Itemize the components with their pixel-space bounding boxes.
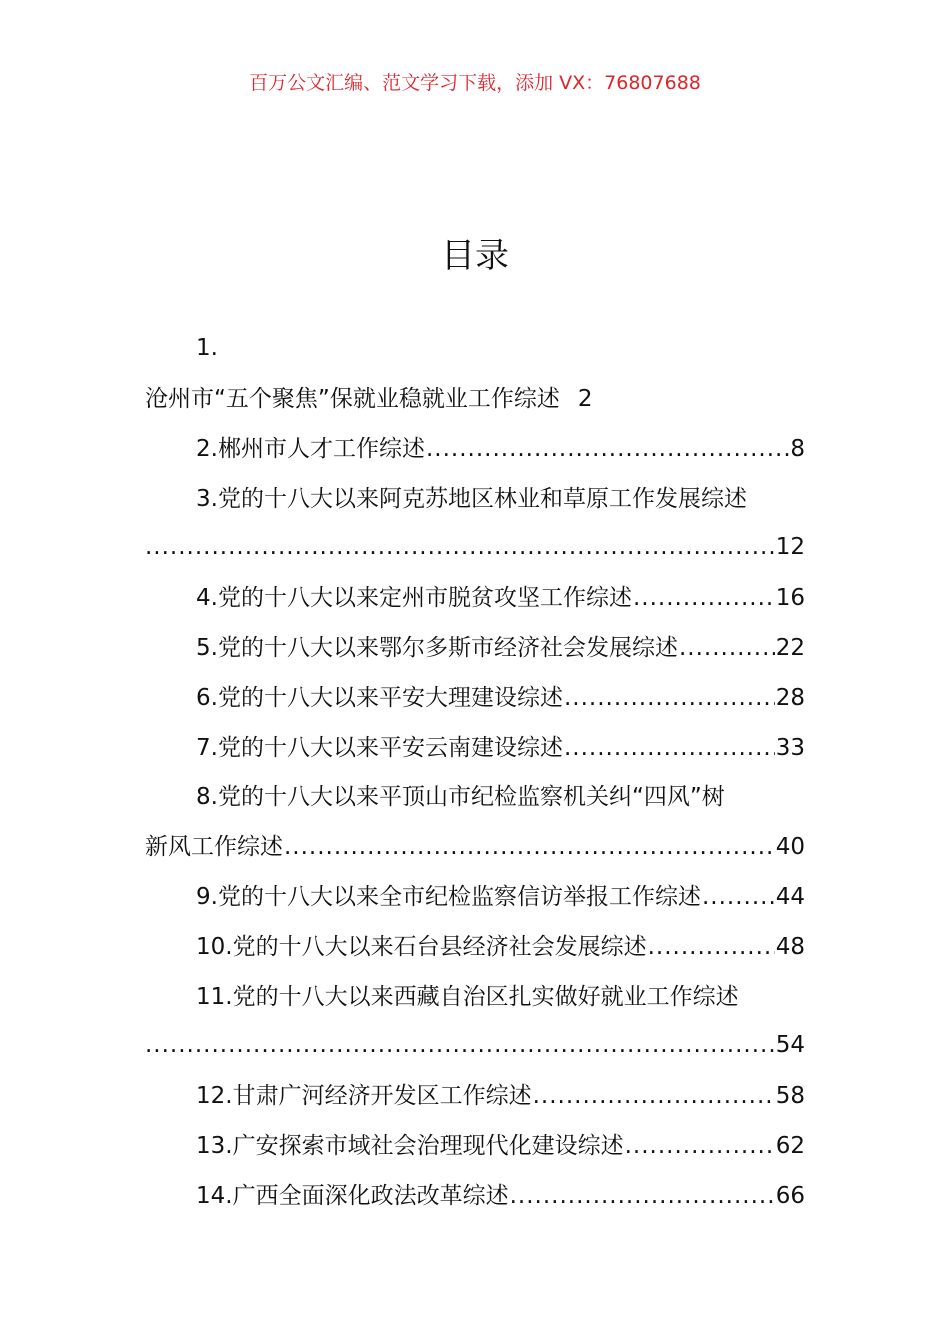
- toc-entry-4[interactable]: [196, 581, 805, 615]
- toc-page: 16: [775, 585, 805, 611]
- toc-page: 22: [775, 635, 805, 661]
- dot-leader: [145, 530, 775, 564]
- page-title: 目录: [441, 236, 509, 276]
- toc-title: 14.广西全面深化政法改革综述: [196, 1183, 509, 1209]
- toc-page: 40: [775, 834, 805, 860]
- toc-page: 58: [775, 1083, 805, 1109]
- toc-entry-8[interactable]: [196, 780, 805, 814]
- dot-leader: [648, 930, 775, 964]
- toc-page: 12: [775, 534, 805, 560]
- dot-leader: [510, 1179, 775, 1213]
- toc-entry-13[interactable]: [196, 1129, 805, 1163]
- toc-title: 9.党的十八大以来全市纪检监察信访举报工作综述: [196, 884, 701, 910]
- toc-number: 1.: [196, 335, 218, 361]
- toc-page: 62: [775, 1133, 805, 1159]
- toc-page: 44: [775, 884, 805, 910]
- toc-title: 10.党的十八大以来石台县经济社会发展综述: [196, 934, 647, 960]
- dot-leader: [564, 681, 775, 715]
- toc-title-continued: 新风工作综述: [145, 834, 283, 860]
- toc-page: 54: [775, 1032, 805, 1058]
- toc-page: 33: [775, 735, 805, 761]
- toc-title: 3.党的十八大以来阿克苏地区林业和草原工作发展综述: [196, 486, 747, 512]
- watermark-header: 百万公文汇编、范文学习下载，添加 VX：76807688: [249, 72, 701, 94]
- toc-page: 66: [775, 1183, 805, 1209]
- toc-entry-11[interactable]: [196, 980, 805, 1014]
- toc-entry-8-continued[interactable]: [145, 830, 805, 864]
- toc-entry-11-continued[interactable]: [145, 1028, 805, 1062]
- toc-title: 11.党的十八大以来西藏自治区扎实做好就业工作综述: [196, 984, 739, 1010]
- dot-leader: [145, 1028, 775, 1062]
- toc-page: 2: [577, 386, 593, 412]
- toc-entry-3-continued[interactable]: [145, 530, 805, 564]
- toc-entry-12[interactable]: [196, 1079, 805, 1113]
- toc-title: 12.甘肃广河经济开发区工作综述: [196, 1083, 532, 1109]
- toc-entry-5[interactable]: [196, 631, 805, 665]
- toc-title: 沧州市“五个聚焦”保就业稳就业工作综述: [145, 386, 560, 412]
- toc-entry-2[interactable]: [196, 432, 805, 466]
- dot-leader: [284, 830, 775, 864]
- toc-page: 48: [775, 934, 805, 960]
- toc-page: 28: [775, 685, 805, 711]
- dot-leader: [533, 1079, 775, 1113]
- toc-title: 13.广安探索市域社会治理现代化建设综述: [196, 1133, 624, 1159]
- dot-leader: [564, 731, 775, 765]
- toc-entry-9[interactable]: [196, 880, 805, 914]
- toc-entry-10[interactable]: [196, 930, 805, 964]
- dot-leader: [426, 432, 789, 466]
- toc-entry-3[interactable]: [196, 482, 805, 516]
- dot-leader: [625, 1129, 775, 1163]
- toc-entry-14[interactable]: [196, 1179, 805, 1213]
- toc-title: 7.党的十八大以来平安云南建设综述: [196, 735, 563, 761]
- toc-title: 4.党的十八大以来定州市脱贫攻坚工作综述: [196, 585, 632, 611]
- dot-leader: [702, 880, 775, 914]
- toc-title: 5.党的十八大以来鄂尔多斯市经济社会发展综述: [196, 635, 678, 661]
- toc-entry-6[interactable]: [196, 681, 805, 715]
- dot-leader: [679, 631, 775, 665]
- dot-leader: [633, 581, 775, 615]
- toc-entry-7[interactable]: [196, 731, 805, 765]
- toc-title: 8.党的十八大以来平顶山市纪检监察机关纠“四风”树: [196, 784, 725, 810]
- toc-page: 8: [790, 436, 805, 462]
- toc-title: 6.党的十八大以来平安大理建设综述: [196, 685, 563, 711]
- toc-title: 2.郴州市人才工作综述: [196, 436, 425, 462]
- toc-entry-1-number[interactable]: [196, 331, 805, 365]
- toc-entry-1[interactable]: [145, 382, 805, 416]
